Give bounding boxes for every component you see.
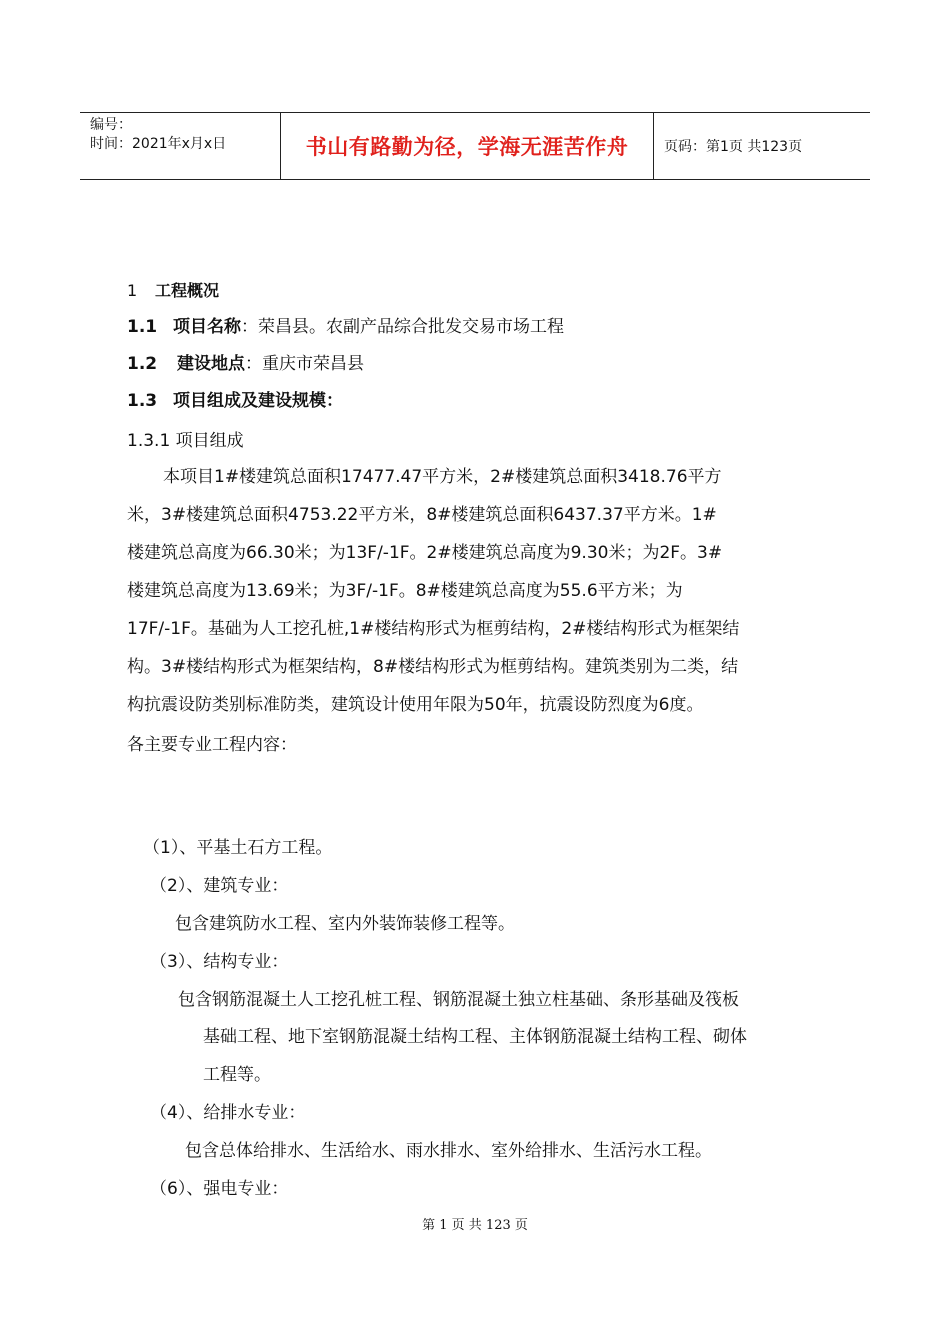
- paragraph-line: 米，3#楼建筑总面积4753.22平方米，8#楼建筑总面积6437.37平方米。1#: [127, 505, 717, 525]
- section-1-3: [127, 386, 343, 411]
- section-1-heading: [127, 278, 219, 301]
- section-number: 1.1: [127, 317, 158, 337]
- paragraph-line: 本项目1#楼建筑总面积17477.47平方米，2#楼建筑总面积3418.76平方: [163, 467, 722, 487]
- list-item: （3）、结构专业：: [150, 952, 289, 972]
- paragraph-line: 楼建筑总高度为66.30米；为13F/-1F。2#楼建筑总高度为9.30米；为2F。3#: [127, 543, 723, 563]
- paragraph-line: 楼建筑总高度为13.69米；为3F/-1F。8#楼建筑总高度为55.6平方米；为: [127, 581, 683, 601]
- section-text: ：重庆市荣昌县: [245, 354, 364, 374]
- section-number: 1.2: [127, 354, 158, 374]
- section-number: 1.3: [127, 391, 158, 411]
- section-number: 1: [127, 281, 138, 300]
- section-text: ：荣昌县。农副产品综合批发交易市场工程: [241, 317, 564, 337]
- list-item-detail: 基础工程、地下室钢筋混凝土结构工程、主体钢筋混凝土结构工程、砌体: [203, 1027, 747, 1047]
- paragraph-line: 构。3#楼结构形式为框架结构，8#楼结构形式为框剪结构。建筑类别为二类，结: [127, 657, 739, 677]
- header-motto: 书山有路勤为径，学海无涯苦作舟: [281, 113, 654, 179]
- section-label: 项目名称: [173, 317, 241, 337]
- list-item-detail: 包含建筑防水工程、室内外装饰装修工程等。: [175, 914, 515, 934]
- header-page-info: 页码：第1页 共123页: [664, 139, 803, 155]
- document-number-label: 编号：: [90, 117, 132, 133]
- list-item-detail: 包含总体给排水、生活给水、雨水排水、室外给排水、生活污水工程。: [185, 1141, 712, 1161]
- list-item-detail: 工程等。: [203, 1065, 271, 1085]
- list-item: （4）、给排水专业：: [150, 1103, 306, 1123]
- section-1-2: [127, 349, 364, 374]
- list-item: （2）、建筑专业：: [150, 876, 289, 896]
- header-table: [80, 112, 870, 180]
- list-item: （1）、平基土石方工程。: [143, 838, 333, 858]
- section-label: 项目组成及建设规模：: [173, 391, 343, 411]
- section-title: 工程概况: [155, 281, 220, 300]
- paragraph-line: 17F/-1F。基础为人工挖孔桩,1#楼结构形式为框剪结构，2#楼结构形式为框架结: [127, 619, 740, 639]
- document-time: 时间：2021年x月x日: [90, 136, 227, 152]
- page-footer: 第 1 页 共 123 页: [422, 1218, 528, 1233]
- contents-intro: 各主要专业工程内容：: [127, 735, 297, 755]
- list-item: （6）、强电专业：: [150, 1179, 289, 1199]
- subsection-1-3-1: 1.3.1 项目组成: [127, 431, 244, 451]
- section-1-1: [127, 312, 564, 337]
- paragraph-line: 构抗震设防类别标准防类，建筑设计使用年限为50年，抗震设防烈度为6度。: [127, 695, 704, 715]
- section-label: 建设地点: [177, 354, 245, 374]
- header-meta-cell: [80, 113, 281, 179]
- list-item-detail: 包含钢筋混凝土人工挖孔桩工程、钢筋混凝土独立柱基础、条形基础及筏板: [178, 990, 739, 1010]
